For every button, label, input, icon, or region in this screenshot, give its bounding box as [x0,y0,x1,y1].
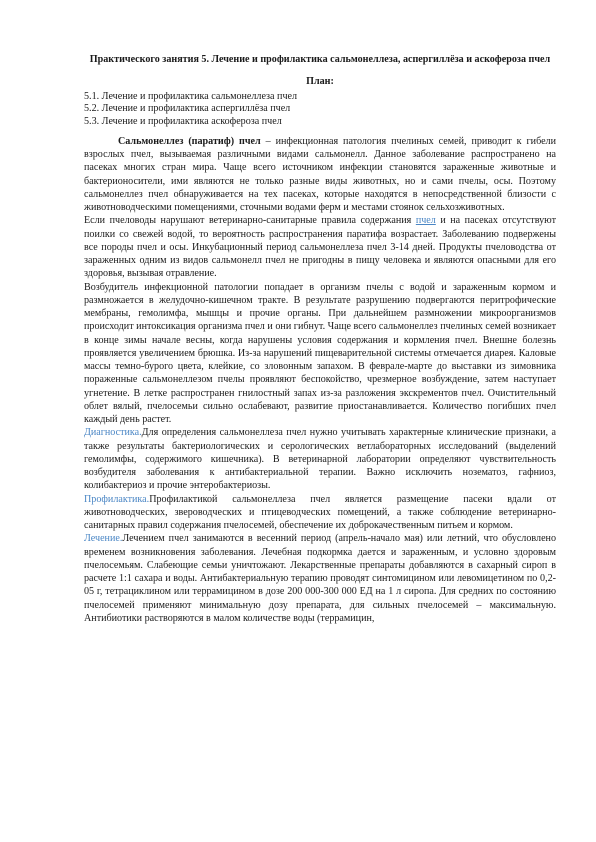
treatment-paragraph [84,532,556,625]
plan-list [84,91,556,129]
intro-paragraph [84,135,556,215]
paragraph-pathogen: Возбудитель инфекционной патологии попадает в организм пчелы с водой и зараженным кормом и размножается в желудочно-кишечном тракте. В результате разрушению подвергаются перитрофические мембраны, гемолимфа, мышцы и прочие органы. При дальнейшем размножении микроорганизмов происходит интоксикация организма пчел и они гибнут. Чаще всего сальмонеллез пчелиных семей возникает в конце зимы начале весны, когда нарушены условия содержания и кормления пчел. Внешне болезнь проявляется увеличением брюшка. Из-за нарушений пищеварительной системы отмечается диарея. Каловые массы темно-бурого цвета, клейкие, со зловонным запахом. В феврале-марте до выставки из зимовника пораженные сальмонеллезом пчелы проявляют беспокойство, чрезмерное возбуждение, затем наступает угнетение. В летке распространен гнилостный запах из-за разложения экскрементов пчел. Очистительный облет вялый, пчелосемьи сильно ослабевают, развитие приостанавливается. Количество погибших пчел каждый день растет. [84,281,556,426]
document-page [84,54,556,625]
plan-item: 5.1. Лечение и профилактика сальмонеллеза пчел [84,90,298,102]
paragraph-hygiene [84,214,556,280]
prevention-text: Профилактикой сальмонеллеза пчел является размещение пасеки вдали от животноводческих, звероводческих и птицеводческих помещений, а также соблюдение ветеринарно-санитарных правил содержания пчелосемей, обеспечение их доброкачественным питьем и кормом. [84,493,556,532]
paragraph-text: Если пчеловоды нарушают ветеринарно-санитарные правила содержания [84,215,416,227]
plan-item: 5.2. Лечение и профилактика аспергиллёза пчел [84,103,291,115]
prevention-paragraph [84,493,556,533]
document-title: Практического занятия 5. Лечение и профилактика сальмонеллеза, аспергиллёза и аскофероза пчел [89,54,551,65]
diagnostics-heading: Диагностика. [84,427,142,439]
treatment-heading: Лечение. [84,533,123,545]
prevention-heading: Профилактика. [84,493,150,505]
treatment-text: Лечением пчел занимаются в весенний период (апрель-начало мая) или летний, что обусловлено временем возникновения заболевания. Лечебная подкормка дается и зараженным, и условно здоровым пчелосемьям. Слабеющие семьи уничтожают. Лекарственные препараты добавляются в сахарный сироп в расчете 1:1 сахара и воды. Антибактериальную терапию проводят синтомицином или левомицетином по 0,2-05 г, тетрациклином или террамицином в дозе 200 000-300 000 ЕД на 1 л сиропа. Для средних по состоянию пчелосемей применяют минимальную дозу препарата, для сильных пчелосемей – максимальную. Антибиотики растворяются в малом количестве воды (террамицин, [84,533,556,624]
plan-item: 5.3. Лечение и профилактика аскофероза пчел [84,116,282,128]
paragraph-text: и на пасеках отсутствуют поилки со свежей водой, то вероятность распространения паратифа возрастает. Заболеванию подвержены все породы пчел и осы. Инкубационный период сальмонеллеза пчел 3-14 дней. Продукты пчеловодства от зараженных одним из видов сальмонелл пчел не пригодны в пищу человека и являются опасными для его здоровья, вызывая отравление. [84,215,556,280]
disease-term: Сальмонеллез (паратиф) пчел [118,135,261,147]
intro-text: – инфекционная патология пчелиных семей, приводит к гибели взрослых пчел, вызываемая различными видами сальмонелл. Данное заболевание распространено на пасеках многих стран мира. Чаще всего источником инфекции становятся зараженные животные и бактерионосители, ими являются не только разные виды животных, но и сами пчелы, осы. Поэтому сальмонеллез пчел обнаруживается на тех пасеках, которые находятся в непосредственной близости с животноводческими помещениями, сточными водами ферм и местами стоянок сельхозживотных. [84,135,556,214]
diagnostics-paragraph [84,426,556,492]
bees-link[interactable]: пчел [415,215,436,227]
diagnostics-text: Для определения сальмонеллеза пчел нужно учитывать характерные клинические признаки, а также результаты бактериологических и серологических ветлабораторных исследований (выделений гемолимфы, содержимого кишечника). В ветеринарной лаборатории определяют чувствительность возбудителя заболевания к антибактериальной терапии. Важно исключить нозематоз, гафниоз, колибактериоз и прочие энтеробактериозы. [84,427,556,492]
plan-heading: План: [306,75,334,87]
